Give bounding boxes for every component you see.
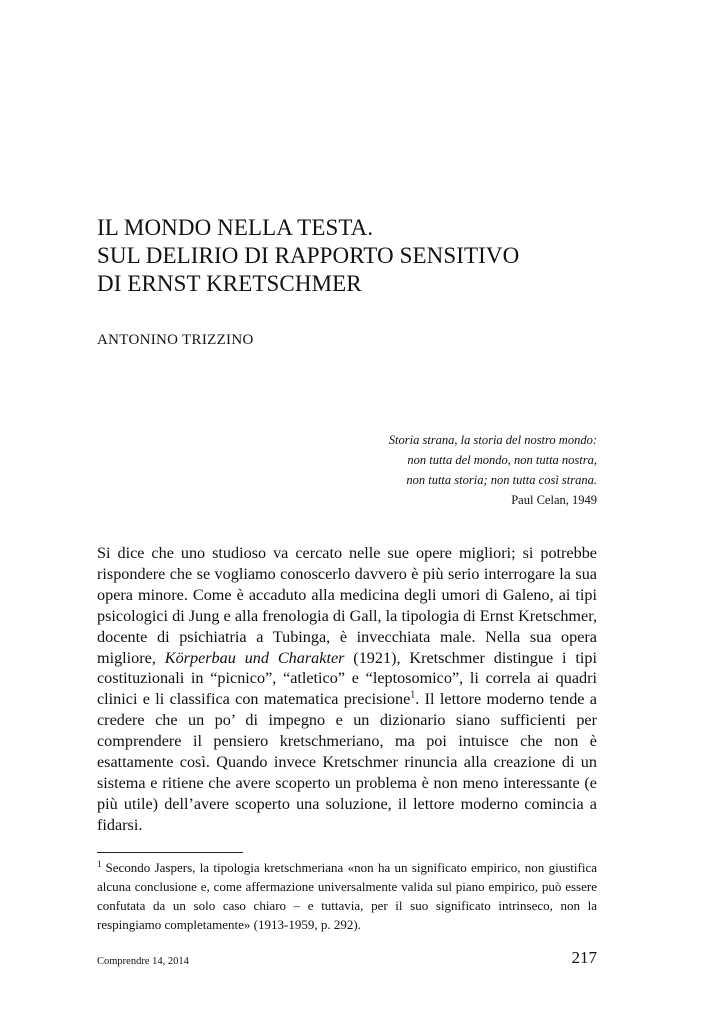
body-text-part-3: . Il lettore moderno tende a credere che un po’ di impegno e un dizionario siano sufficienti per comprendere il pensiero kretschmeriano, ma poi intuisce che non è esattamente così. Quando invece Kretschmer rinuncia alla creazione di un sistema e ritiene che avere scoperto un problema è non meno interessante (e più utile) dell’avere scoperto una soluzione, il lettore moderno comincia a fidarsi. [97, 690, 597, 834]
epigraph-line-1: Storia strana, la storia del nostro mondo: [388, 433, 597, 447]
epigraph-line-2: non tutta del mondo, non tutta nostra, [407, 453, 597, 467]
footnote-divider [97, 852, 243, 853]
epigraph [389, 430, 597, 510]
page-number: 217 [571, 948, 597, 967]
title-line-3: DI ERNST KRETSCHMER [97, 271, 362, 296]
book-title: Körperbau und Charakter [164, 648, 345, 667]
body-text-part-2: (1921), Kretschmer distingue i tipi costituzionali in “picnico”, “atletico” e “leptosomico”, li correla ai quadri clinici e li classifica con matematica precisione [97, 648, 597, 709]
title-line-1: IL MONDO NELLA TESTA. [97, 215, 374, 240]
article-title [97, 214, 519, 298]
journal-citation: Comprendre 14, 2014 [97, 956, 189, 967]
epigraph-attribution: Paul Celan, 1949 [511, 493, 597, 507]
footnote [97, 858, 597, 934]
footnote-number: 1 [97, 858, 102, 869]
body-paragraph [97, 543, 597, 836]
epigraph-line-3: non tutta storia; non tutta così strana. [406, 473, 597, 487]
title-line-2: SUL DELIRIO DI RAPPORTO SENSITIVO [97, 243, 520, 268]
author-name: ANTONINO TRIZZINO [97, 332, 254, 348]
footnote-text: Secondo Jaspers, la tipologia kretschmeriana «non ha un significato empirico, non giustifica alcuna conclusione e, come affermazione universalmente valida sul piano empirico, può essere confutata da un solo caso chiaro – e tuttavia, per il suo significato intrinseco, non la respingiamo completamente» (1913-1959, p. 292). [97, 860, 597, 932]
body-text-part-1: Si dice che uno studioso va cercato nelle sue opere migliori; si potrebbe rispondere che se vogliamo conoscerlo davvero è più serio interrogare la sua opera minore. Come è accaduto alla medicina degli umori di Galeno, ai tipi psicologici di Jung e alla frenologia di Gall, la tipologia di Ernst Kretschmer, docente di psichiatria a Tubinga, è invecchiata male. Nella sua opera migliore, [97, 544, 597, 667]
footnote-reference: 1 [410, 689, 416, 701]
